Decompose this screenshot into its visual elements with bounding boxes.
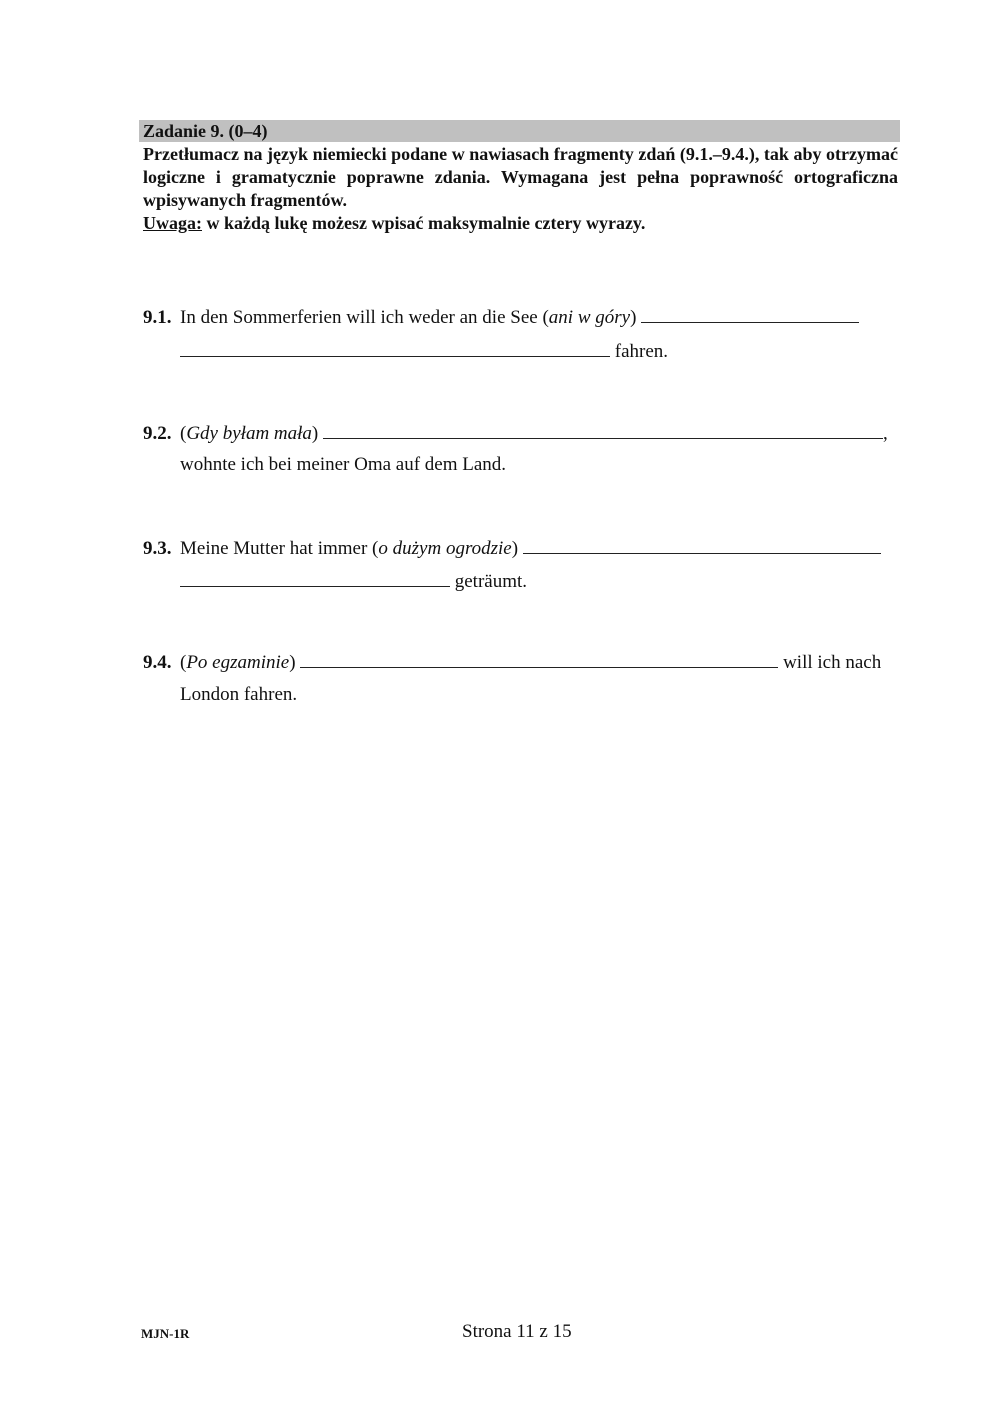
item-text: wohnte ich bei meiner Oma auf dem Land.: [180, 454, 507, 475]
item-text: In den Sommerferien will ich weder an die See (: [180, 307, 549, 328]
item-9-1-line-1: [143, 304, 859, 330]
item-9-3-line-2: [180, 568, 527, 594]
footer-code: MJN-1R: [141, 1326, 190, 1341]
footer-page-number: Strona 11 z 15: [462, 1321, 572, 1342]
item-number: 9.3.: [143, 538, 172, 559]
item-9-1-line-2: [180, 338, 668, 364]
answer-blank[interactable]: [180, 568, 450, 587]
item-number: 9.2.: [143, 423, 172, 444]
item-text: (: [180, 423, 187, 444]
item-text: London fahren.: [180, 684, 298, 705]
task-title: Zadanie 9. (0–4): [143, 121, 268, 141]
note-label: Uwaga:: [143, 213, 202, 233]
item-9-4-line-1: [143, 649, 881, 675]
item-text: will ich nach: [783, 652, 882, 673]
answer-blank[interactable]: [641, 304, 859, 323]
task-note: [143, 212, 898, 235]
item-text: (: [180, 652, 187, 673]
item-number: 9.4.: [143, 652, 172, 673]
item-text: ,: [883, 423, 888, 444]
item-hint: o dużym ogrodzie: [378, 538, 512, 559]
answer-blank[interactable]: [300, 649, 778, 668]
item-text: Meine Mutter hat immer (: [180, 538, 379, 559]
item-text: fahren.: [614, 341, 669, 362]
item-hint: Po egzaminie: [186, 652, 290, 673]
item-text: ): [511, 538, 519, 559]
item-9-3-line-1: [143, 535, 881, 561]
item-hint: ani w góry: [548, 307, 631, 328]
item-9-2-line-1: [143, 420, 888, 446]
answer-blank[interactable]: [523, 535, 881, 554]
item-9-4-line-2: [180, 683, 297, 707]
item-text: ): [630, 307, 637, 328]
task-instruction: Przetłumacz na język niemiecki podane w nawiasach fragmenty zdań (9.1.–9.4.), tak aby otrzymać logiczne i gramatycznie poprawne zdania. Wymagana jest pełna poprawność ortograficzna wpisywanych fragmentów.: [143, 144, 898, 210]
task-header: [139, 120, 900, 142]
answer-blank[interactable]: [323, 420, 883, 439]
item-number: 9.1.: [143, 307, 172, 328]
note-text: w każdą lukę możesz wpisać maksymalnie cztery wyrazy.: [202, 213, 646, 233]
item-9-2-line-2: [180, 453, 506, 477]
item-text: geträumt.: [454, 571, 528, 592]
item-hint: Gdy byłam mała: [186, 423, 312, 444]
answer-blank[interactable]: [180, 338, 610, 357]
item-text: ): [311, 423, 319, 444]
item-text: ): [289, 652, 296, 673]
